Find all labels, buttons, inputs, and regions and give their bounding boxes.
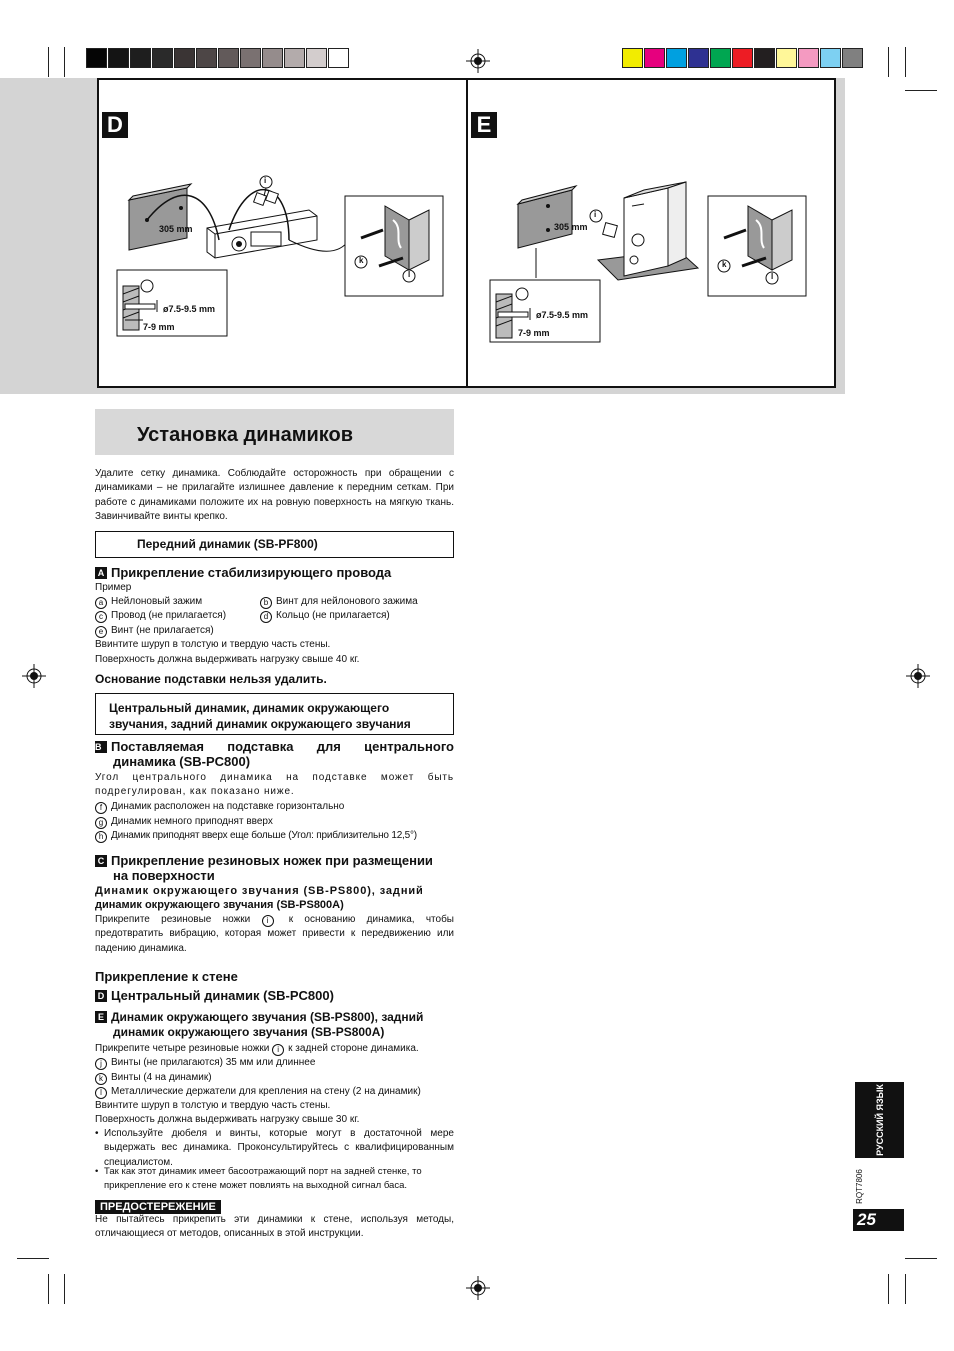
figure-e-diameter: ø7.5-9.5 mm xyxy=(536,310,589,320)
item-letter-f: f xyxy=(95,802,107,814)
crop-mark xyxy=(888,1274,889,1304)
item-letter-c: c xyxy=(95,611,107,623)
list-item xyxy=(95,624,295,638)
bullet-item xyxy=(95,1165,454,1192)
calibration-swatch xyxy=(196,48,217,68)
section-c-sub-line-2: динамик окружающего звучания (SB-PS800A) xyxy=(95,899,344,911)
center-surround-line-2: звучания, задний динамик окружающего звучания xyxy=(109,717,411,731)
calibration-swatch xyxy=(262,48,283,68)
item-letter-g: g xyxy=(95,817,107,829)
bullet-dot: • xyxy=(95,1128,99,1139)
section-b-title-line-2: динамика (SB-PC800) xyxy=(113,754,251,769)
figure-d-panel xyxy=(97,78,468,388)
title-bar xyxy=(95,409,454,455)
section-c-sub-line-1: Динамик окружающего звучания (SB-PS800), задний xyxy=(95,885,424,897)
stand-note: Основание подставки нельзя удалить. xyxy=(95,672,327,686)
bullet-dot: • xyxy=(95,1166,99,1177)
document-code: RQT7806 xyxy=(854,1169,864,1204)
list-item xyxy=(95,829,454,843)
figure-d-illustration xyxy=(99,80,466,386)
section-a-line-1: Ввинтите шуруп в толстую и твердую часть стены. xyxy=(95,639,331,650)
crop-mark xyxy=(905,1274,906,1304)
caution-text: Не пытайтесь прикрепить эти динамики к стене, используя методы, отличающиеся от методов, описанных в этой инструкции. xyxy=(95,1214,454,1240)
section-d-tag: D xyxy=(95,990,107,1002)
calibration-swatch xyxy=(688,48,709,68)
section-a-tag: A xyxy=(95,567,107,579)
section-a-example: Пример xyxy=(95,582,132,593)
calibration-swatch xyxy=(776,48,797,68)
item-text: Винт (не прилагается) xyxy=(111,625,214,636)
calibration-swatch xyxy=(732,48,753,68)
figure-d-diameter: ø7.5-9.5 mm xyxy=(163,304,216,314)
figure-d-callout-l: l xyxy=(408,270,411,279)
item-letter-b: b xyxy=(260,597,272,609)
figure-e-illustration xyxy=(468,80,834,386)
calibration-swatch xyxy=(240,48,261,68)
calibration-swatch xyxy=(710,48,731,68)
item-letter-e: e xyxy=(95,626,107,638)
item-letter-l: l xyxy=(95,1087,107,1099)
registration-mark-left xyxy=(22,664,46,688)
registration-mark-right xyxy=(906,664,930,688)
intro-paragraph: Удалите сетку динамика. Соблюдайте осторожность при обращении с динамиками – не прилагайте излишнее давление к передним сеткам. При работе с динамиками положите их на ровную поверхность на мягкую ткань. Завинчивайте винты крепко. xyxy=(95,468,454,522)
wall-heading: Прикрепление к стене xyxy=(95,969,238,984)
crop-mark xyxy=(64,47,65,77)
list-item xyxy=(95,1085,454,1099)
item-letter-d: d xyxy=(260,611,272,623)
crop-mark xyxy=(48,1274,49,1304)
section-e-attach-pre: Прикрепите четыре резиновые ножки xyxy=(95,1043,270,1054)
section-c-body-post: к основанию динамика, чтобы предотвратить вибрацию, которая может привести к передвижению или падению динамика. xyxy=(95,914,454,954)
item-text: Динамик расположен на подставке горизонтально xyxy=(111,801,345,812)
section-e-line-2: Поверхность должна выдерживать нагрузку свыше 30 кг. xyxy=(95,1114,360,1125)
section-c-subheading xyxy=(95,884,454,912)
figure-e-callout-k: k xyxy=(722,260,727,269)
list-item xyxy=(95,609,265,623)
crop-mark xyxy=(888,47,889,77)
page-title: Установка динамиков xyxy=(137,424,354,446)
calibration-swatch xyxy=(798,48,819,68)
section-a-heading xyxy=(95,565,454,580)
calibration-swatch xyxy=(820,48,841,68)
registration-mark-bottom xyxy=(466,1276,490,1300)
calibration-swatch xyxy=(328,48,349,68)
item-text: Винты (4 на динамик) xyxy=(111,1072,212,1083)
item-text: Нейлоновый зажим xyxy=(111,596,203,607)
list-item xyxy=(95,1071,454,1085)
figure-d-callout-k: k xyxy=(359,256,364,265)
figure-e-callout-l: l xyxy=(771,272,774,281)
figure-e-panel xyxy=(466,78,836,388)
crop-mark xyxy=(64,1274,65,1304)
crop-mark xyxy=(17,1258,49,1259)
list-item xyxy=(95,595,265,609)
bullet-text: Так как этот динамик имеет басоотражающий порт на задней стенке, то прикрепление его к стене может повлиять на выходной сигнал баса. xyxy=(104,1166,422,1191)
calibration-swatch xyxy=(174,48,195,68)
language-tab-label: РУССКИЙ ЯЗЫК xyxy=(874,1084,885,1156)
calibration-swatch xyxy=(754,48,775,68)
section-e-attach-post: к задней стороне динамика. xyxy=(288,1043,419,1054)
list-item xyxy=(95,800,454,814)
figure-d-label: D xyxy=(102,112,128,138)
item-text: Металлические держатели для крепления на стену (2 на динамик) xyxy=(111,1086,421,1097)
item-letter-h: h xyxy=(95,831,107,843)
front-speaker-box xyxy=(95,531,454,558)
item-letter-i: i xyxy=(272,1044,284,1056)
item-text: Винты (не прилагаются) 35 мм или длиннее xyxy=(111,1057,316,1068)
calibration-swatch xyxy=(108,48,129,68)
section-e-heading xyxy=(95,1010,454,1040)
page-number: 25 xyxy=(857,1210,876,1229)
section-e-title-line-1: Динамик окружающего звучания (SB-PS800), задний xyxy=(111,1010,424,1024)
item-text: Динамик немного приподнят вверх xyxy=(111,816,273,827)
calibration-swatch xyxy=(284,48,305,68)
bullet-text: Используйте дюбеля и винты, которые могут в достаточной мере выдержать вес динамика. Проконсультируйтесь с квалифицированным специалистом. xyxy=(104,1128,454,1168)
list-item xyxy=(95,1056,454,1070)
item-letter-a: a xyxy=(95,597,107,609)
item-text: Винт для нейлонового зажима xyxy=(276,596,418,607)
language-tab xyxy=(855,1082,904,1158)
registration-mark-top xyxy=(466,49,490,73)
calibration-swatch xyxy=(306,48,327,68)
calibration-swatch xyxy=(622,48,643,68)
section-c-title-line-2: на поверхности xyxy=(113,868,215,883)
figure-e-distance: 305 mm xyxy=(554,222,588,232)
section-c-body xyxy=(95,913,454,956)
figure-e-callout-i: i xyxy=(594,210,597,219)
item-letter-k: k xyxy=(95,1073,107,1085)
figure-d-depth: 7-9 mm xyxy=(143,322,175,332)
front-speaker-label: Передний динамик (SB-PF800) xyxy=(137,537,318,551)
list-item xyxy=(260,609,454,623)
calibration-swatch xyxy=(152,48,173,68)
calibration-swatch xyxy=(218,48,239,68)
section-e-title-line-2: динамик окружающего звучания (SB-PS800A) xyxy=(113,1025,385,1039)
crop-mark xyxy=(905,90,937,91)
section-b-heading xyxy=(95,739,454,769)
figure-d-distance: 305 mm xyxy=(159,224,193,234)
section-d-title: Центральный динамик (SB-PC800) xyxy=(111,988,334,1003)
item-letter-i: i xyxy=(262,915,274,927)
list-item xyxy=(95,815,454,829)
section-a-line-2: Поверхность должна выдерживать нагрузку свыше 40 кг. xyxy=(95,654,360,665)
bullet-item xyxy=(95,1127,454,1170)
section-d-heading xyxy=(95,988,454,1003)
section-b-title-line-1: Поставляемая подставка для центрального xyxy=(111,739,454,754)
page-number-box xyxy=(853,1209,904,1231)
crop-mark xyxy=(905,47,906,77)
figure-e-label: E xyxy=(471,112,497,138)
calibration-swatch xyxy=(842,48,863,68)
calibration-swatch xyxy=(644,48,665,68)
calibration-swatch xyxy=(666,48,687,68)
section-e-attach xyxy=(95,1042,454,1056)
caution-label: ПРЕДОСТЕРЕЖЕНИЕ xyxy=(95,1200,221,1214)
center-surround-box xyxy=(95,693,454,735)
calibration-swatch xyxy=(86,48,107,68)
section-b-body: Угол центрального динамика на подставке может быть подрегулирован, как показано ниже. xyxy=(95,772,454,798)
section-e-line-1: Ввинтите шуруп в толстую и твердую часть стены. xyxy=(95,1100,331,1111)
item-text: Кольцо (не прилагается) xyxy=(276,610,390,621)
item-text: Динамик приподнят вверх еще больше (Угол: приблизительно 12,5°) xyxy=(111,830,417,841)
section-a-title: Прикрепление стабилизирующего провода xyxy=(111,565,392,580)
figure-d-callout-i: i xyxy=(264,176,267,185)
list-item xyxy=(260,595,454,609)
section-c-body-pre: Прикрепите резиновые ножки xyxy=(95,914,251,925)
item-text: Провод (не прилагается) xyxy=(111,610,227,621)
section-c-title-line-1: Прикрепление резиновых ножек при размещении xyxy=(111,853,433,868)
calibration-swatch xyxy=(130,48,151,68)
section-e-tag: E xyxy=(95,1011,107,1023)
center-surround-line-1: Центральный динамик, динамик окружающего xyxy=(109,701,390,715)
crop-mark xyxy=(905,1258,937,1259)
section-c-tag: C xyxy=(95,855,107,867)
section-b-tag: B xyxy=(95,741,107,753)
figure-e-depth: 7-9 mm xyxy=(518,328,550,338)
crop-mark xyxy=(48,47,49,77)
section-c-heading xyxy=(95,853,454,883)
item-letter-j: j xyxy=(95,1058,107,1070)
